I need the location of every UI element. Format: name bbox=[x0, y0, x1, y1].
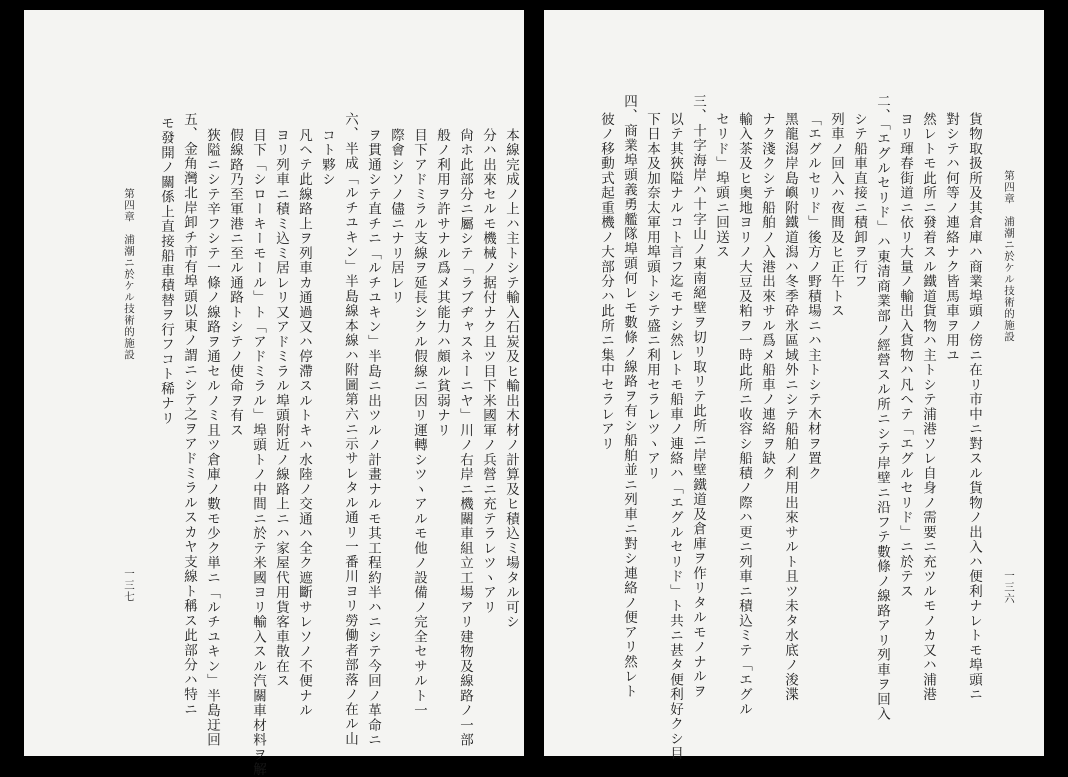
book-gutter bbox=[524, 0, 544, 768]
text-line: 然レトモ此所ニ發着スル鐵道貨物ハ主トシテ浦港ソレ自身ノ需要ニ充ツルモノカ又ハ浦港 bbox=[920, 112, 936, 702]
text-line: ナク淺クシテ船舶ノ入港出來サル爲メ船車ノ連絡ヲ缺ク bbox=[759, 112, 775, 481]
running-header: 第四章 浦潮ニ於ケル技術的施設 bbox=[123, 188, 135, 361]
text-line: 四、商業埠頭義勇艦隊埠頭何レモ數條ノ線路ヲ有シ船舶並ニ列車ニ對シ連絡ノ便アリ然レト bbox=[621, 94, 637, 699]
text-line: シテ船車直接ニ積卸ヲ行フ bbox=[851, 112, 867, 289]
text-line: 彼ノ移動式起重機ノ大部分ハ此所ニ集中セラレアリ bbox=[598, 112, 614, 452]
text-line: 五、金角灣北岸卸チ市有埠頭以東ノ謂ニシテ之ヲアドミラルスカヤ支線ト稱ス此部分ハ特ニ bbox=[181, 112, 197, 717]
text-line: 目下「シローキーモール」ト「アドミラル」埠頭トノ中間ニ於テ米國ヨリ輸入スル汽關車材料ヲ解 bbox=[250, 128, 266, 777]
text-line: 列車ノ回入ハ夜間及ヒ正午トス bbox=[828, 112, 844, 319]
text-line: 般ノ利用ヲ許サナル爲メ其能力ハ頗ル貧弱ナリ bbox=[434, 128, 450, 438]
text-line: 以テ其狹隘ナルコト言フ迄モナシ然レトモ船車ノ連絡ハ「エグルセリド」ト共ニ甚タ便利好クシ目 bbox=[667, 112, 683, 761]
text-line: 狹隘ニシテ辛フシテ一條ノ線路ヲ通セルノミ且ツ倉庫ノ數モ少ク単ニ「ルチユキン」半島迂回 bbox=[204, 128, 220, 748]
text-line: 尙ホ此部分ニ屬シテ「ラブヂャスネーニヤ」川ノ右岸ニ機關車組立工場アリ建物及線路ノ一部 bbox=[457, 128, 473, 748]
text-line: 下日本及加奈太軍用埠頭トシテ盛ニ利用セラレツヽアリ bbox=[644, 112, 660, 481]
text-line: 分ハ出來セルモ機械ノ据付ナク且ツ目下米國軍ノ兵營ニ充テラレツヽアリ bbox=[480, 128, 496, 615]
text-line: セリド」埠頭ニ回送ス bbox=[713, 112, 729, 260]
text-line: 本線完成ノ上ハ主トシテ輸入石炭及ヒ輸出木材ノ計算及ヒ積込ミ場タル可シ bbox=[503, 128, 519, 630]
text-line: 貨物取扱所及其倉庫ハ商業埠頭ノ傍ニ在リ市中ニ對スル貨物ノ出入ハ便利ナレトモ埠頭ニ bbox=[966, 112, 982, 702]
text-line: 目下アドミラル支線ヲ延長シクル假線ニ因リ運轉シツヽアルモ他ノ設備ノ完全セサルト一 bbox=[411, 128, 427, 718]
text-line: 際會シソノ儘ニナリ居レリ bbox=[388, 128, 404, 305]
left-page bbox=[24, 10, 524, 777]
text-line: ヲ貫通シテ直チニ「ルチユキン」半島ニ出ツルノ計畫ナルモ其工程約半ハニシテ今回ノ革命ニ bbox=[365, 128, 381, 748]
text-line: 凡ヘテ此線路上ヲ列車カ通過又ハ停滯スルトキハ水陸ノ交通ハ全ク遮斷サレソノ不便ナル bbox=[296, 128, 312, 718]
running-header: 第四章 浦潮ニ於ケル技術的施設 bbox=[1003, 170, 1015, 343]
text-line: 對シテハ何等ノ連絡ナク皆馬車ヲ用ユ bbox=[943, 112, 959, 363]
text-line: ヨリ列車ニ積ミ込ミ居レリ又アドミラル埠頭附近ノ線路上ニハ家屋代用貨客車散在ス bbox=[273, 128, 289, 689]
text-line: ヨリ琿春街道ニ依リ大量ノ輸出入貨物ハ凡ヘテ「エグルセリド」ニ於テス bbox=[897, 112, 913, 599]
text-line: 三、十字海岸ハ十字山ノ東南絕壁ヲ切リ取リテ此所ニ岸壁鐵道及倉庫ヲ作リタルモノナルヲ bbox=[690, 94, 706, 699]
text-line: 輸入茶及ヒ奥地ヨリノ大豆及粕ヲ一時此所ニ收容シ船積ノ際ハ更ニ列車ニ積込ミテ「エグル bbox=[736, 112, 752, 717]
right-page bbox=[544, 10, 1044, 761]
text-line: 六、半成「ルチユキン」半島線本線ハ附圖第六ニ示サレタル通リ一番川ヨリ勞働者部落ノ在ル山 bbox=[342, 112, 358, 747]
text-line: コト夥シ bbox=[319, 128, 335, 187]
text-line: 黑龍潟岸島嶼附鐵道潟ハ冬季砕氷區域外ニシテ船舶ノ利用出來サルト且ツ未タ水底ノ浚渫 bbox=[782, 112, 798, 702]
text-line: 二、「エグルセリド」ハ東清商業部ノ經營スル所ニシテ岸壁ニ沿フテ數條ノ線路アリ列車ヲ回入 bbox=[874, 94, 890, 722]
text-line: モ發開ノ關係上直接船車積替ヲ行フコト稀ナリ bbox=[158, 116, 174, 426]
page-number: 一三七 bbox=[123, 568, 135, 603]
text-line: 假線路乃至軍港ニ至ル通路トシテノ使命ヲ有ス bbox=[227, 128, 243, 438]
text-line: 「エグルセリド」後方ノ野積場ニハ主トシテ木材ヲ置ク bbox=[805, 112, 821, 481]
page-number: 一三六 bbox=[1003, 570, 1015, 605]
